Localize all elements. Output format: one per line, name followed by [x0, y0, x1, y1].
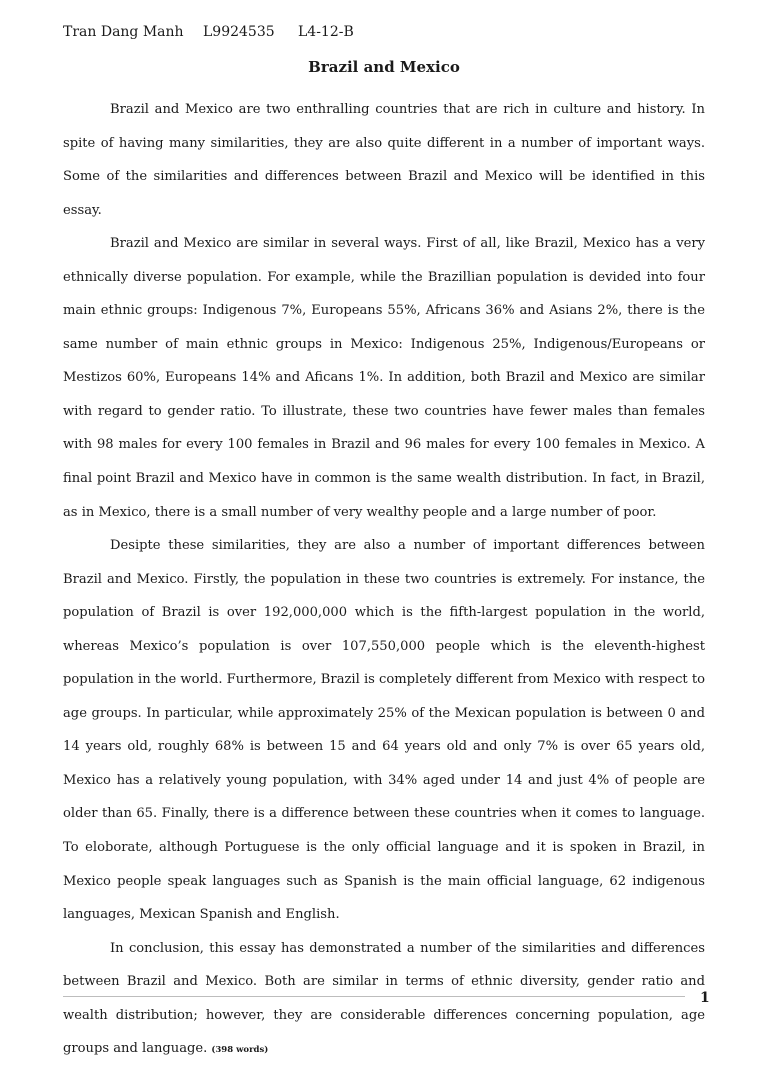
student-id: L9924535	[203, 24, 275, 40]
page-number: 1	[700, 990, 710, 1006]
essay-title: Brazil and Mexico	[308, 58, 460, 76]
page-header	[63, 24, 354, 40]
class-code: L4-12-B	[298, 24, 354, 40]
footer-divider	[63, 996, 685, 997]
conclusion-text: In conclusion, this essay has demonstrated a number of the similarities and differences between Brazil and Mexico. Both are similar in terms of ethnic diversity, gender ratio and wealth distribution; however, they are considerable differences concerning population, age groups and language.	[63, 940, 705, 1057]
essay-body	[63, 93, 705, 1068]
paragraph-conclusion	[63, 932, 705, 1068]
paragraph-differences: Desipte these similarities, they are also a number of important differences between Brazil and Mexico. Firstly, the population in these two countries is extremely. For instance, the population of Brazil is over 192,000,000 which is the fifth-largest population in the world, whereas Mexico’s population is over 107,550,000 people which is the eleventh-highest population in the world. Furthermore, Brazil is completely different from Mexico with respect to age groups. In particular, while approximately 25% of the Mexican population is between 0 and 14 years old, roughly 68% is between 15 and 64 years old and only 7% is over 65 years old, Mexico has a relatively young population, with 34% aged under 14 and just 4% of people are older than 65. Finally, there is a difference between these countries when it comes to language. To eloborate, although Portuguese is the only official language and it is spoken in Brazil, in Mexico people speak languages such as Spanish is the main official language, 62 indigenous languages, Mexican Spanish and English.	[63, 538, 705, 923]
paragraph-introduction: Brazil and Mexico are two enthralling countries that are rich in culture and history. In spite of having many similarities, they are also quite different in a number of important ways. Some of the similarities and differences between Brazil and Mexico will be identified in this essay.	[63, 102, 705, 218]
word-count: (398 words)	[211, 1045, 269, 1056]
paragraph-similarities: Brazil and Mexico are similar in several ways. First of all, like Brazil, Mexico has a very ethnically diverse population. For example, while the Brazillian population is devided into four main ethnic groups: Indigenous 7%, Europeans 55%, Africans 36% and Asians 2%, there is the same number of main ethnic groups in Mexico: Indigenous 25%, Indigenous/Europeans or Mestizos 60%, Europeans 14% and Aficans 1%. In addition, both Brazil and Mexico are similar with regard to gender ratio. To illustrate, these two countries have fewer males than females with 98 males for every 100 females in Brazil and 96 males for every 100 females in Mexico. A final point Brazil and Mexico have in common is the same wealth distribution. In fact, in Brazil, as in Mexico, there is a small number of very wealthy people and a large number of poor.	[63, 236, 705, 520]
author-name: Tran Dang Manh	[63, 24, 184, 40]
